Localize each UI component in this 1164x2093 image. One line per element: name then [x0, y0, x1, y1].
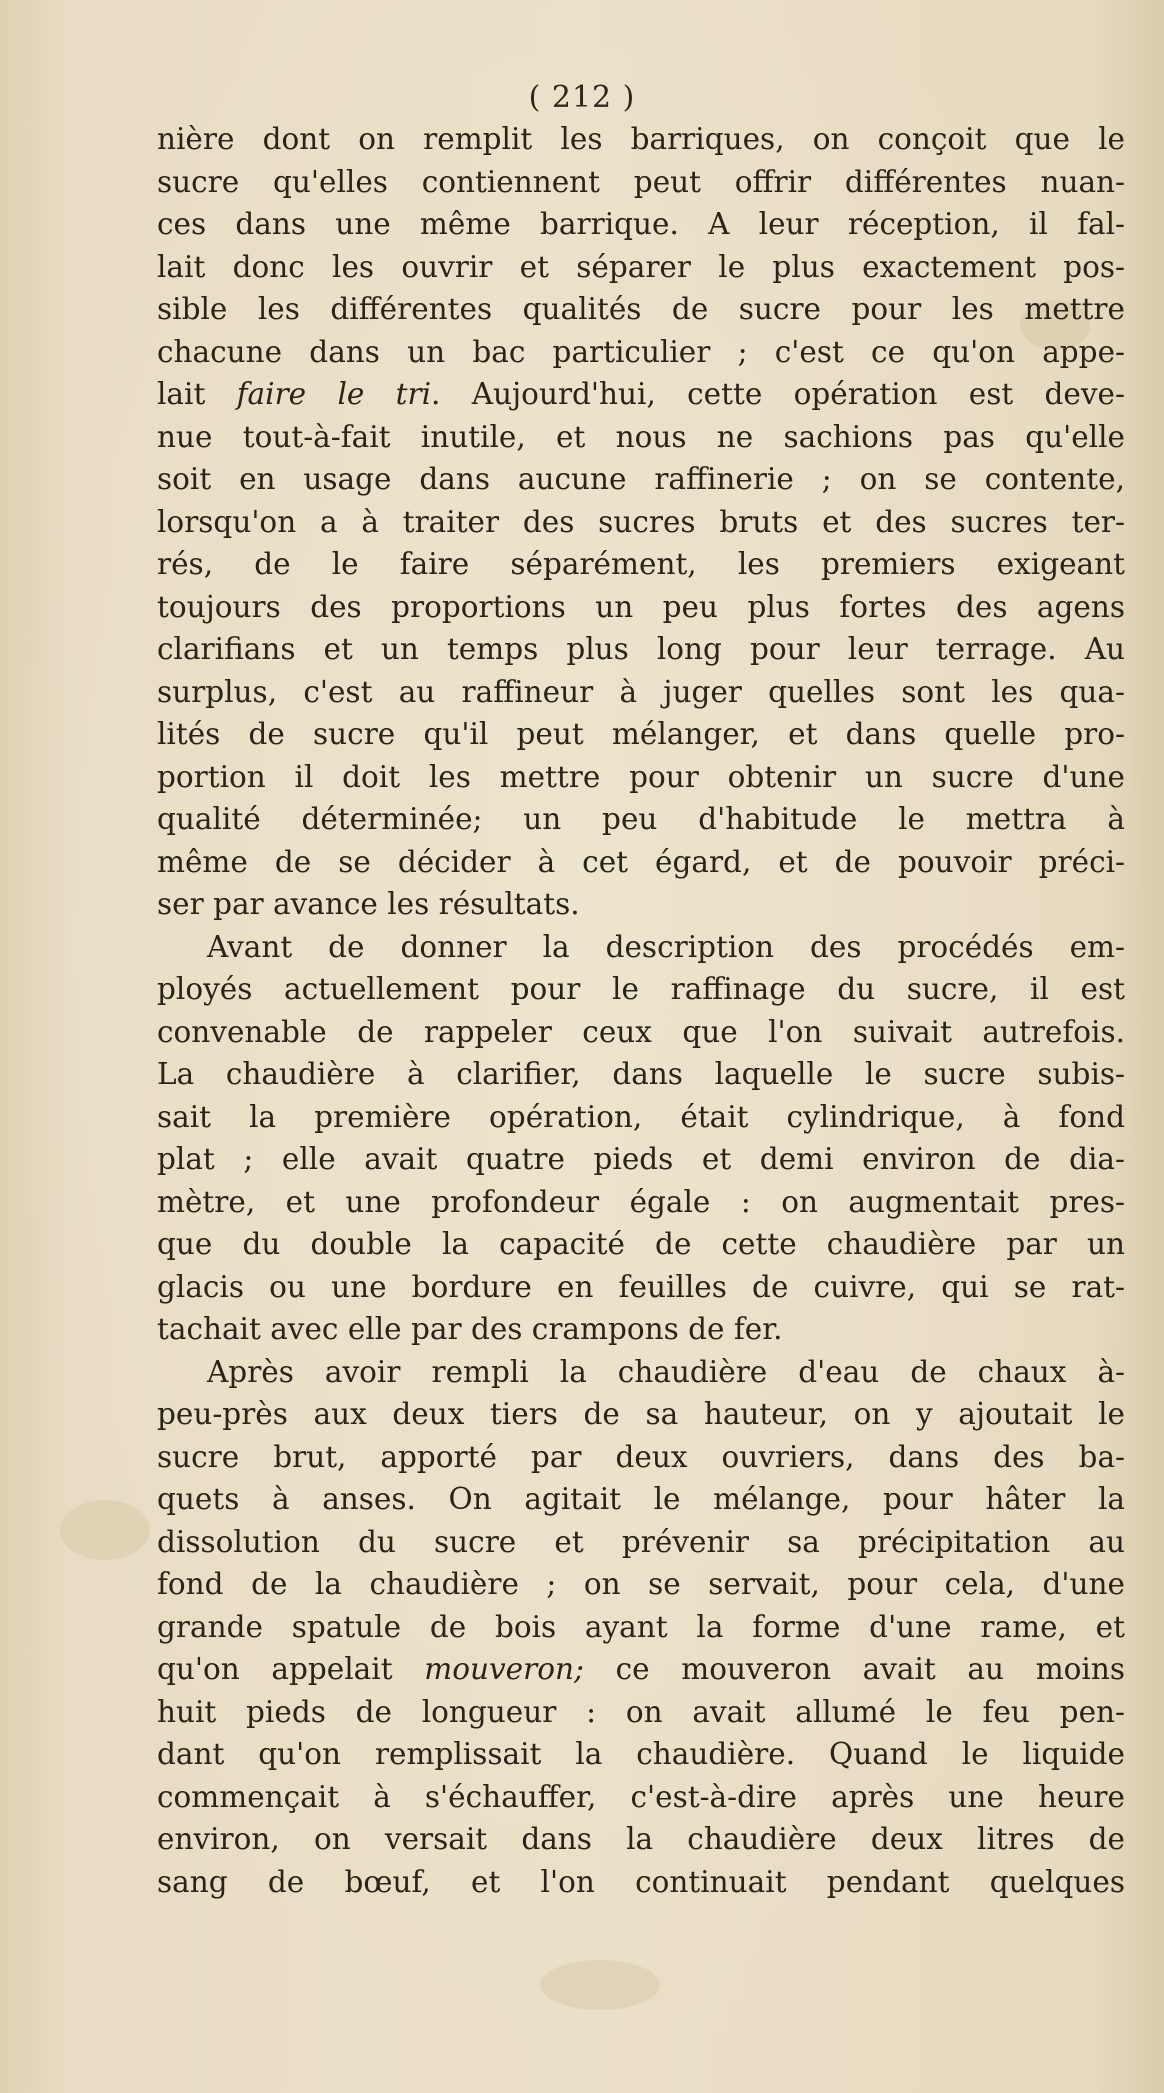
text-line: [157, 373, 1125, 416]
paper-stain: [540, 1960, 660, 2010]
text-line: environ, on versait dans la chaudière deux litres de: [157, 1822, 1125, 1856]
italic-term: faire le tri: [236, 377, 432, 411]
text-line: La chaudière à clarifier, dans laquelle le sucre subis-: [157, 1057, 1125, 1091]
text-line: portion il doit les mettre pour obtenir un sucre d'une: [157, 759, 1125, 794]
text-line: nière dont on remplit les barriques, on conçoit que le: [157, 122, 1125, 156]
text-line: rés, de le faire séparément, les premiers exigeant: [157, 547, 1125, 581]
text-line: grande spatule de bois ayant la forme d'une rame, et: [157, 1609, 1125, 1644]
text-line: dant qu'on remplissait la chaudière. Quand le liquide: [157, 1737, 1125, 1771]
text-line: lorsqu'on a à traiter des sucres bruts et des sucres ter-: [157, 504, 1125, 539]
text-line: fond de la chaudière ; on se servait, pour cela, d'une: [157, 1567, 1125, 1601]
text-line: lait donc les ouvrir et séparer le plus exactement pos-: [157, 249, 1125, 284]
text-line: sang de bœuf, et l'on continuait pendant quelques: [157, 1864, 1125, 1899]
text-line: [157, 1648, 1125, 1691]
text-line: lités de sucre qu'il peut mélanger, et dans quelle pro-: [157, 717, 1125, 751]
body-text: [157, 118, 1125, 1903]
text-segment: qu'on appelait: [157, 1652, 425, 1686]
text-line: qualité déterminée; un peu d'habitude le mettra à: [157, 802, 1125, 836]
text-line: plat ; elle avait quatre pieds et demi environ de dia-: [157, 1142, 1125, 1176]
text-line: tachait avec elle par des crampons de fer.: [157, 1312, 783, 1346]
text-line: Après avoir rempli la chaudière d'eau de chaux à-: [207, 1354, 1125, 1389]
text-line: ces dans une même barrique. A leur réception, il fal-: [157, 207, 1125, 241]
text-line: Avant de donner la description des procédés em-: [207, 929, 1125, 964]
text-line: sait la première opération, était cylindrique, à fond: [157, 1099, 1125, 1134]
text-line: que du double la capacité de cette chaudière par un: [157, 1227, 1125, 1261]
paper-stain: [60, 1500, 150, 1560]
text-line: mètre, et une profondeur égale : on augmentait pres-: [157, 1184, 1125, 1219]
text-line: sible les différentes qualités de sucre pour les mettre: [157, 292, 1125, 326]
text-segment: . Aujourd'hui, cette opération est deve-: [431, 377, 1125, 411]
text-line: sucre brut, apporté par deux ouvriers, dans des ba-: [157, 1439, 1125, 1474]
text-line: convenable de rappeler ceux que l'on suivait autrefois.: [157, 1014, 1125, 1049]
text-line: nue tout-à-fait inutile, et nous ne sachions pas qu'elle: [157, 419, 1125, 454]
text-line: soit en usage dans aucune raffinerie ; on se contente,: [157, 462, 1125, 496]
text-line: même de se décider à cet égard, et de pouvoir préci-: [157, 844, 1125, 879]
page-number: ( 212 ): [528, 80, 636, 115]
text-line: surplus, c'est au raffineur à juger quelles sont les qua-: [157, 674, 1125, 709]
text-line: glacis ou une bordure en feuilles de cuivre, qui se rat-: [157, 1269, 1125, 1304]
text-line: ployés actuellement pour le raffinage du sucre, il est: [157, 972, 1125, 1006]
italic-term: mouveron;: [424, 1652, 584, 1686]
text-line: dissolution du sucre et prévenir sa précipitation au: [157, 1524, 1125, 1559]
text-segment: lait: [157, 377, 237, 411]
text-line: quets à anses. On agitait le mélange, pour hâter la: [157, 1482, 1125, 1516]
text-line: peu-près aux deux tiers de sa hauteur, on y ajoutait le: [157, 1397, 1125, 1431]
text-segment: ce mouveron avait au moins: [583, 1652, 1125, 1686]
text-line: chacune dans un bac particulier ; c'est ce qu'on appe-: [157, 334, 1125, 369]
text-line: toujours des proportions un peu plus fortes des agens: [157, 589, 1125, 624]
text-line: clarifians et un temps plus long pour leur terrage. Au: [157, 632, 1125, 666]
text-line: sucre qu'elles contiennent peut offrir différentes nuan-: [157, 164, 1125, 199]
text-line: ser par avance les résultats.: [157, 887, 580, 921]
text-line: huit pieds de longueur : on avait allumé le feu pen-: [157, 1694, 1125, 1729]
text-line: commençait à s'échauffer, c'est-à-dire après une heure: [157, 1779, 1125, 1814]
